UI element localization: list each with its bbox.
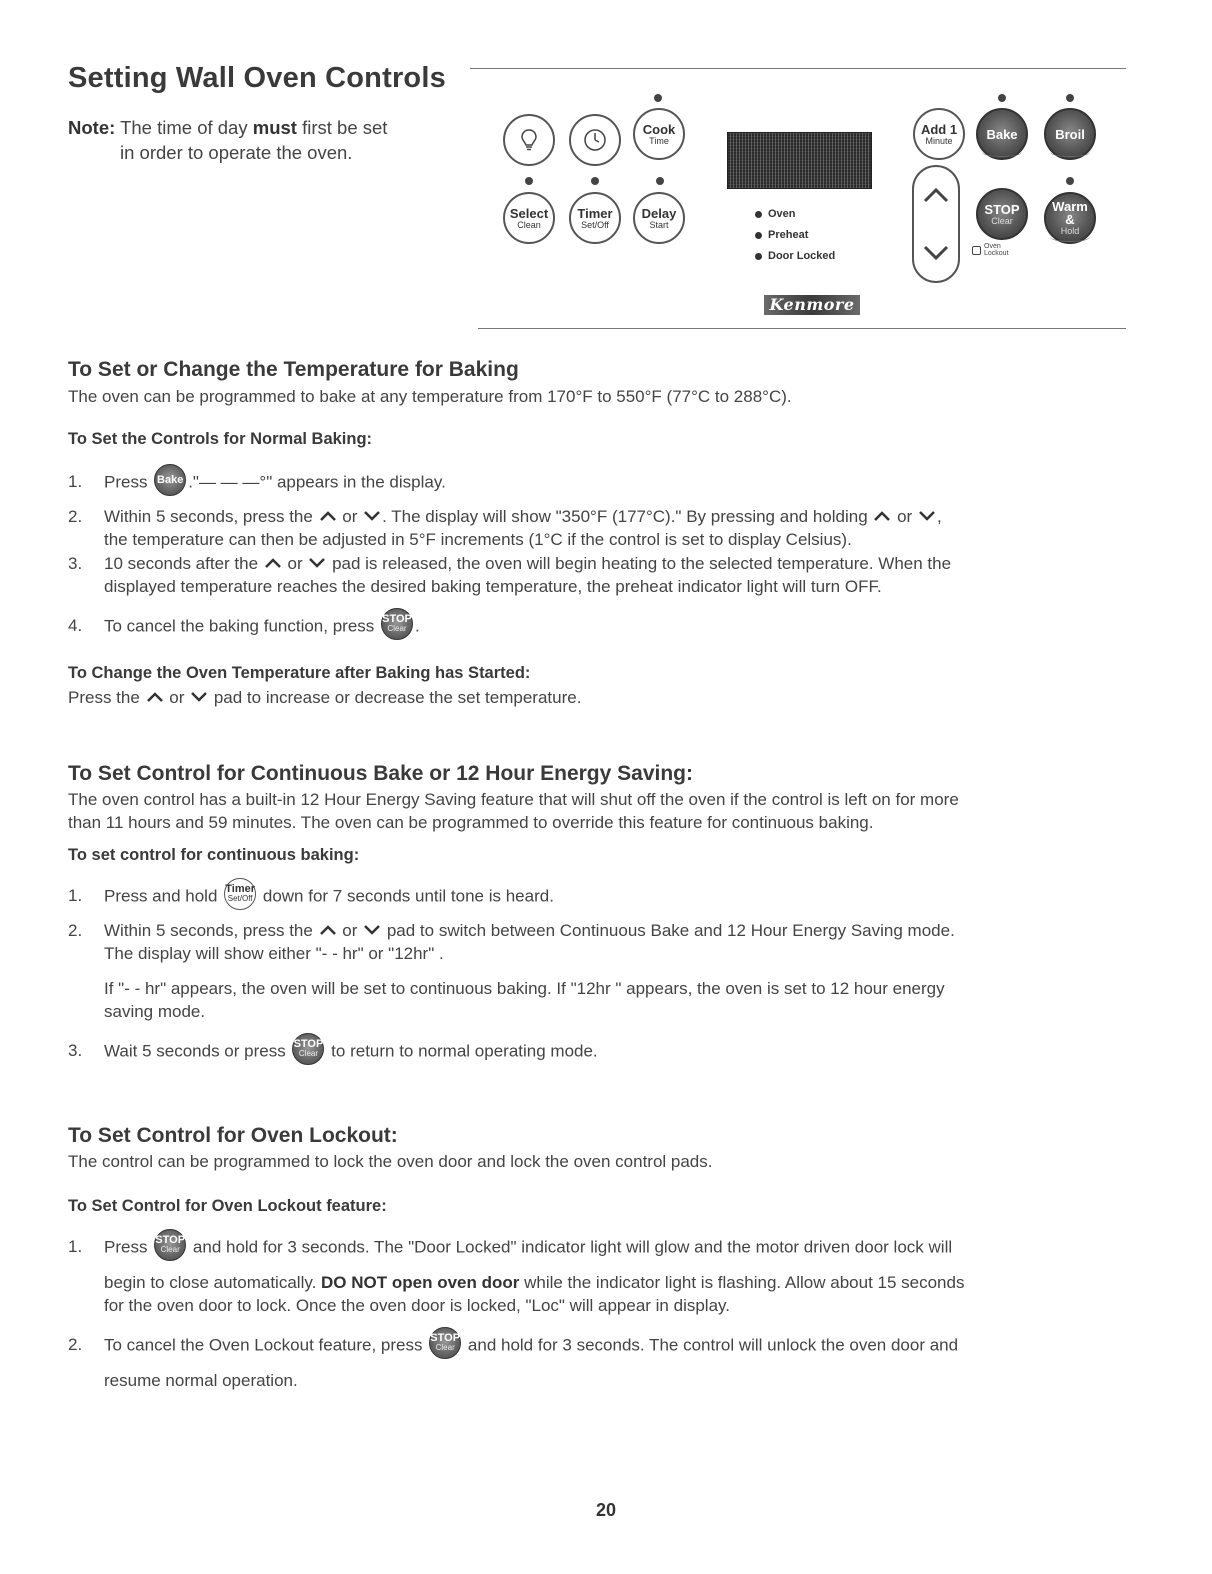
broil-indicator-dot	[1066, 94, 1074, 102]
note-emphasis: must	[252, 117, 297, 138]
warning-text: DO NOT open oven door	[321, 1273, 520, 1292]
stop-clear-inline-icon: STOP Clear	[154, 1229, 186, 1261]
step-text: ,	[936, 507, 942, 526]
list-number: 3.	[68, 554, 83, 573]
list-item	[68, 505, 1128, 551]
section-heading-continuous-bake: To Set Control for Continuous Bake or 12 Hour Energy Saving:	[68, 762, 693, 785]
add-one-minute-pad[interactable]	[913, 108, 965, 160]
broil-pad-accent	[1050, 147, 1090, 157]
stop-clear-inline-icon: STOP Clear	[292, 1033, 324, 1065]
panel-divider	[478, 328, 1126, 329]
bake-label: Bake	[986, 126, 1018, 142]
step-text: pad to increase or decrease the set temperature.	[209, 688, 582, 707]
step-text: begin to close automatically.	[104, 1273, 322, 1292]
clock-pad[interactable]	[569, 114, 621, 166]
list-item-note	[68, 977, 1128, 1023]
up-arrow-icon	[874, 511, 890, 521]
step-text: or	[164, 688, 190, 707]
delay-label: Delay	[641, 205, 677, 221]
section-intro-temperature: The oven can be programmed to bake at any temperature from 170°F to 550°F (77°C to 288°C).	[68, 387, 792, 406]
up-arrow-icon	[320, 925, 336, 935]
step-text: Wait 5 seconds or press	[104, 1041, 291, 1061]
intro-line-2: than 11 hours and 59 minutes. The oven can be programmed to override this feature for continuous baking.	[68, 813, 874, 832]
timer-pad[interactable]	[569, 192, 621, 244]
section-heading-temperature: To Set or Change the Temperature for Baking	[68, 358, 519, 381]
temperature-arrow-pads	[912, 165, 960, 283]
list-item	[68, 919, 1128, 965]
down-arrow-icon	[309, 558, 325, 568]
list-item	[68, 470, 1128, 496]
step-text: Press	[104, 472, 153, 492]
broil-label: Broil	[1055, 126, 1085, 142]
note-text: The time of day	[120, 117, 253, 138]
list-item	[68, 1235, 1128, 1317]
title-divider	[470, 68, 1126, 69]
list-number: 2.	[68, 507, 83, 526]
note-label: Note:	[68, 117, 116, 138]
down-arrow-icon	[364, 925, 380, 935]
change-temperature-text	[68, 686, 1128, 709]
timer-sublabel: Set/Off	[581, 219, 609, 230]
list-item	[68, 1333, 1128, 1392]
step-text: ."— — —°" appears in the display.	[188, 472, 446, 492]
oven-lockout-label	[972, 243, 1009, 257]
lock-icon	[972, 246, 981, 255]
note-line-2: in order to operate the oven.	[120, 142, 353, 163]
lock-label-1: Oven	[984, 243, 1001, 250]
delay-sublabel: Start	[649, 219, 669, 230]
section-heading-oven-lockout: To Set Control for Oven Lockout:	[68, 1124, 398, 1147]
kenmore-logo: Kenmore	[764, 295, 860, 315]
up-arrow-icon	[147, 692, 163, 702]
bake-pad-inline-icon: Bake	[154, 464, 186, 496]
up-arrow-icon	[265, 558, 281, 568]
subheading-continuous-baking: To set control for continuous baking:	[68, 846, 360, 864]
stop-clear-pad[interactable]	[976, 188, 1028, 240]
clock-icon	[582, 127, 608, 153]
indicator-door-locked-label: Door Locked	[768, 250, 836, 262]
light-bulb-icon	[520, 128, 538, 152]
oven-light-pad[interactable]	[503, 114, 555, 166]
step-text: Within 5 seconds, press the	[104, 507, 318, 526]
note-line-1: If "- - hr" appears, the oven will be set to continuous baking. If "12hr " appears, the oven is set to 12 hour energy	[104, 979, 945, 998]
list-number: 2.	[68, 1335, 83, 1354]
step-text: 10 seconds after the	[104, 554, 263, 573]
warm-indicator-dot	[1066, 177, 1074, 185]
step-text: pad to switch between Continuous Bake and 12 Hour Energy Saving mode.	[382, 921, 955, 940]
section-intro-continuous-bake	[68, 788, 1128, 834]
timer-indicator-dot	[591, 177, 599, 185]
stop-clear-inline-icon: STOP Clear	[381, 608, 413, 640]
intro-line-1: The oven control has a built-in 12 Hour Energy Saving feature that will shut off the oven if the control is left on for more	[68, 790, 959, 809]
list-item	[68, 552, 1128, 598]
warm-sublabel: Hold	[1060, 226, 1080, 236]
list-number: 1.	[68, 1237, 83, 1256]
cook-time-label: Cook	[642, 121, 676, 137]
list-number: 1.	[68, 472, 83, 491]
step-text-line-2: displayed temperature reaches the desired baking temperature, the preheat indicator light will turn OFF.	[104, 577, 882, 596]
indicator-oven-label: Oven	[768, 208, 796, 220]
page-title: Setting Wall Oven Controls	[68, 62, 446, 94]
timer-inline-icon: Timer Set/Off	[224, 878, 256, 910]
stop-sublabel: Clear	[991, 215, 1013, 226]
list-item	[68, 614, 1128, 640]
down-arrow-icon	[364, 511, 380, 521]
cook-time-sublabel: Time	[649, 135, 669, 146]
note	[68, 115, 387, 165]
lock-label-2: Lockout	[984, 250, 1009, 257]
delay-indicator-dot	[656, 177, 664, 185]
indicator-door-locked	[755, 250, 835, 262]
list-number: 4.	[68, 616, 83, 635]
step-text: and hold for 3 seconds. The control will unlock the oven door and	[463, 1335, 959, 1355]
step-text: Press and hold	[104, 886, 223, 906]
select-label: Select	[509, 205, 549, 221]
up-arrow-icon	[320, 511, 336, 521]
bake-pad-accent	[982, 147, 1022, 157]
add-one-sublabel: Minute	[925, 135, 953, 146]
step-text-line-2: the temperature can then be adjusted in 5°F increments (1°C if the control is set to display Celsius).	[104, 530, 852, 549]
page-number: 20	[595, 1500, 617, 1520]
section-intro-oven-lockout: The control can be programmed to lock the oven door and lock the oven control pads.	[68, 1152, 713, 1171]
cook-time-pad[interactable]	[633, 108, 685, 160]
step-text: .	[415, 616, 420, 636]
step-text-line-2: The display will show either "- - hr" or "12hr" .	[104, 944, 444, 963]
step-text: Within 5 seconds, press the	[104, 921, 318, 940]
down-arrow-pad[interactable]	[918, 235, 954, 271]
down-arrow-icon	[919, 511, 935, 521]
warm-pad-accent	[1050, 232, 1090, 242]
step-text: Press the	[68, 688, 145, 707]
step-text: while the indicator light is flashing. Allow about 15 seconds	[519, 1273, 965, 1292]
step-text: To cancel the Oven Lockout feature, press	[104, 1335, 428, 1355]
bake-indicator-dot	[998, 94, 1006, 102]
step-text: and hold for 3 seconds. The "Door Locked" indicator light will glow and the motor driven door lock will	[188, 1237, 953, 1257]
step-text: . The display will show "350°F (177°C)." By pressing and holding	[382, 507, 873, 526]
up-arrow-pad[interactable]	[918, 177, 954, 213]
subheading-change-temperature: To Change the Oven Temperature after Baking has Started:	[68, 664, 531, 682]
step-text-line-2: resume normal operation.	[104, 1371, 298, 1390]
list-number: 3.	[68, 1041, 83, 1060]
select-indicator-dot	[525, 177, 533, 185]
stop-clear-inline-icon: STOP Clear	[429, 1327, 461, 1359]
list-item	[68, 1039, 1128, 1065]
indicator-preheat	[755, 229, 808, 241]
chevron-up-icon	[923, 187, 949, 203]
timer-label: Timer	[577, 205, 613, 221]
step-text: Press	[104, 1237, 153, 1257]
step-text: or	[892, 507, 917, 526]
oven-display	[727, 132, 872, 189]
subheading-oven-lockout-feature: To Set Control for Oven Lockout feature:	[68, 1197, 387, 1215]
subheading-normal-baking: To Set the Controls for Normal Baking:	[68, 430, 373, 448]
list-number: 1.	[68, 886, 83, 905]
step-text: to return to normal operating mode.	[326, 1041, 598, 1061]
indicator-oven	[755, 208, 796, 220]
note-line-2: saving mode.	[104, 1002, 206, 1021]
delay-start-pad[interactable]	[633, 192, 685, 244]
list-item	[68, 884, 1128, 910]
select-clean-pad[interactable]	[503, 192, 555, 244]
indicator-preheat-label: Preheat	[768, 229, 809, 241]
add-one-label: Add 1	[920, 121, 958, 137]
note-text-2: first be set	[296, 117, 388, 138]
step-text: or	[337, 921, 363, 940]
chevron-down-icon	[923, 245, 949, 261]
list-number: 2.	[68, 921, 83, 940]
cook-time-indicator-dot	[654, 94, 662, 102]
stop-label: STOP	[984, 201, 1020, 217]
step-text: To cancel the baking function, press	[104, 616, 379, 636]
down-arrow-icon	[191, 692, 207, 702]
step-text: or	[337, 507, 363, 526]
step-text: pad is released, the oven will begin heating to the selected temperature. When the	[327, 554, 952, 573]
step-text-line-3: for the oven door to lock. Once the oven door is locked, "Loc" will appear in display.	[104, 1296, 730, 1315]
step-text: or	[282, 554, 308, 573]
warm-label: Warm &	[1052, 199, 1088, 227]
select-sublabel: Clean	[517, 219, 541, 230]
step-text: down for 7 seconds until tone is heard.	[258, 886, 554, 906]
